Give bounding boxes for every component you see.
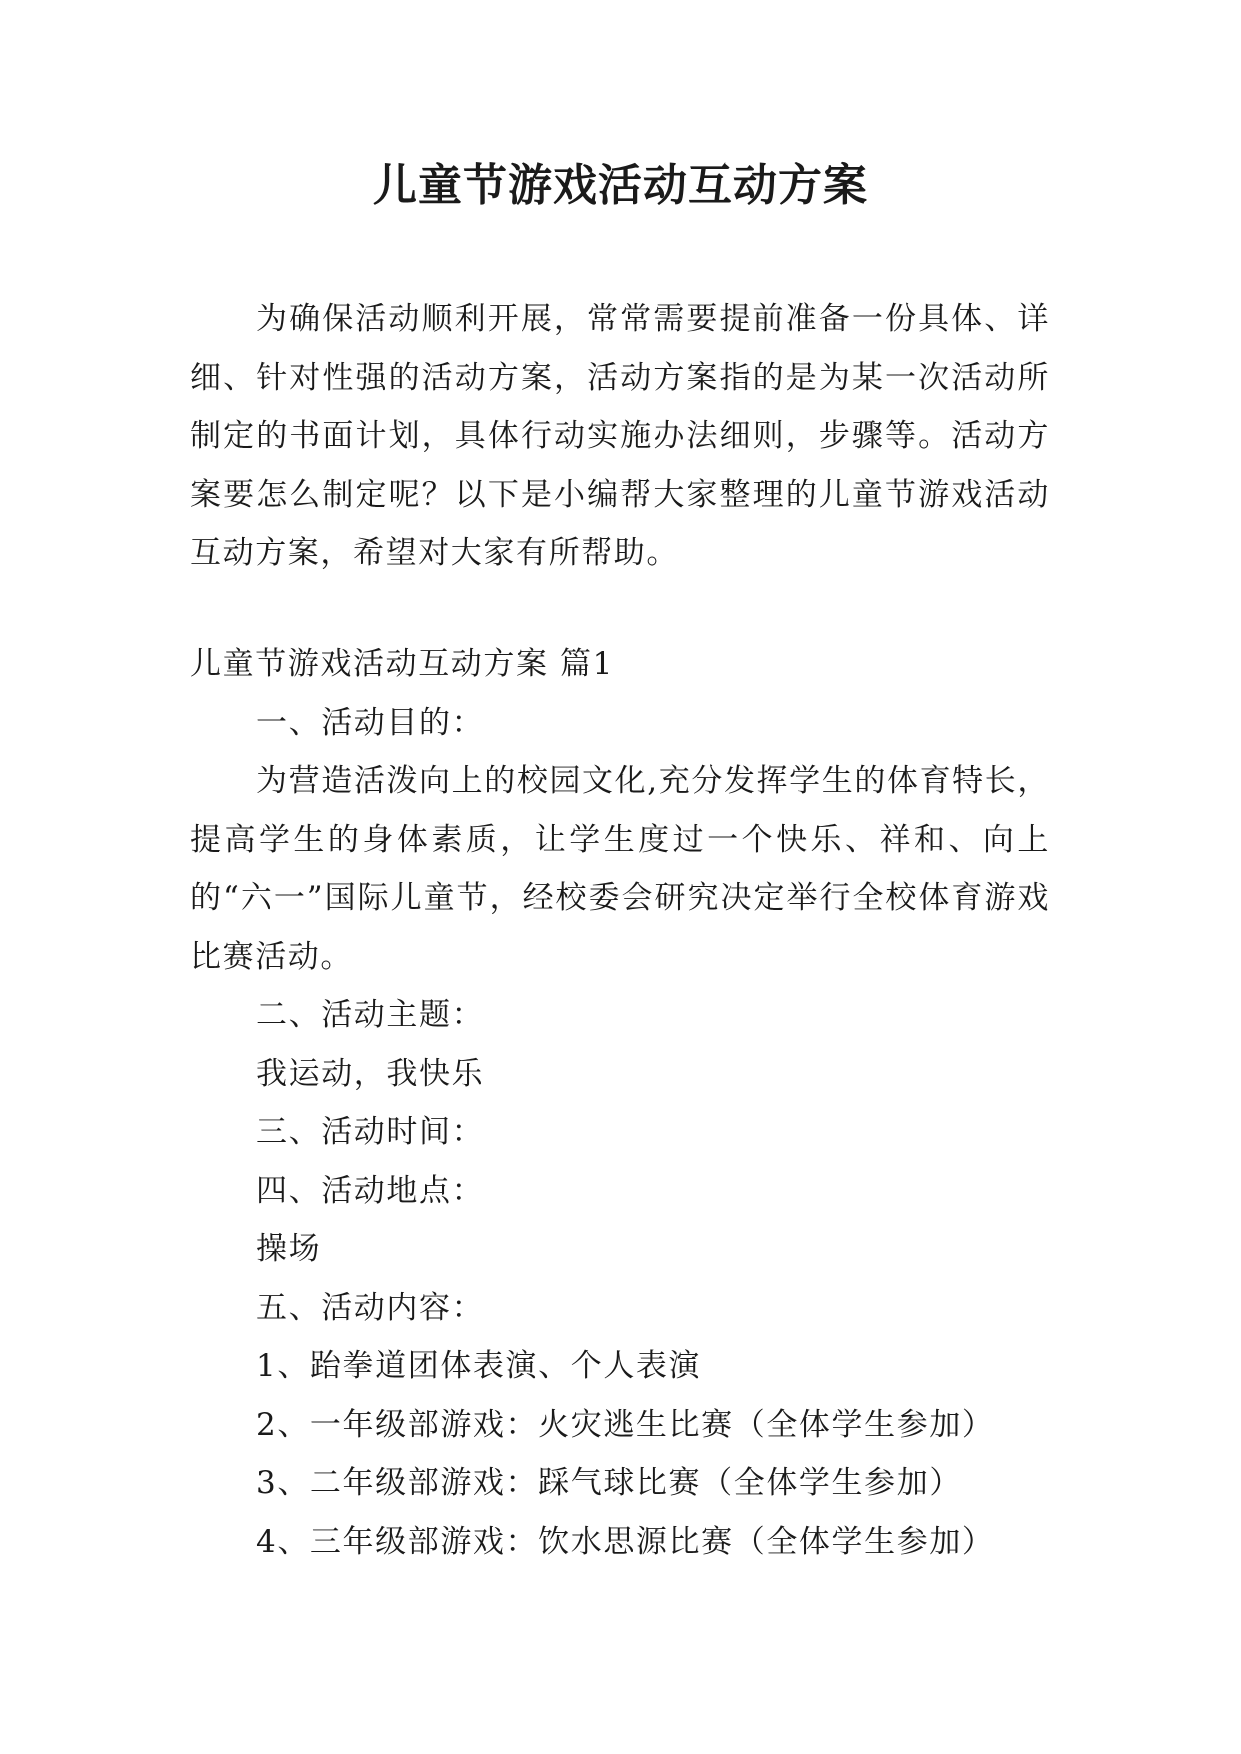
content-item-2: 2、一年级部游戏：火灾逃生比赛（全体学生参加）	[256, 1406, 995, 1443]
content-item-3: 3、二年级部游戏：踩气球比赛（全体学生参加）	[256, 1465, 962, 1501]
place-text: 操场	[256, 1231, 322, 1267]
time-heading: 三、活动时间：	[256, 1114, 485, 1150]
purpose-heading: 一、活动目的：	[256, 704, 485, 741]
section-heading: 儿童节游戏活动互动方案 篇1	[190, 646, 614, 682]
theme-text: 我运动，我快乐	[256, 1055, 485, 1092]
content-item-1: 1、跆拳道团体表演、个人表演	[256, 1348, 702, 1384]
document-title: 儿童节游戏活动互动方案	[373, 160, 868, 211]
theme-heading: 二、活动主题：	[256, 997, 485, 1033]
content-heading: 五、活动内容：	[256, 1289, 485, 1326]
purpose-paragraph: 为营造活泼向上的校园文化,充分发挥学生的体育特长，提高学生的身体素质，让学生度过一个快乐、祥和、向上的“六一”国际儿童节，经校委会研究决定举行全校体育游戏比赛活动。	[190, 763, 1050, 975]
place-heading: 四、活动地点：	[256, 1172, 485, 1209]
section-1	[190, 635, 1050, 1571]
intro-paragraph: 为确保活动顺利开展，常常需要提前准备一份具体、详细、针对性强的活动方案，活动方案指的是为某一次活动所制定的书面计划，具体行动实施办法细则，步骤等。活动方案要怎么制定呢？以下是小编帮大家整理的儿童节游戏活动互动方案，希望对大家有所帮助。	[190, 301, 1050, 571]
content-item-4: 4、三年级部游戏：饮水思源比赛（全体学生参加）	[256, 1523, 995, 1560]
